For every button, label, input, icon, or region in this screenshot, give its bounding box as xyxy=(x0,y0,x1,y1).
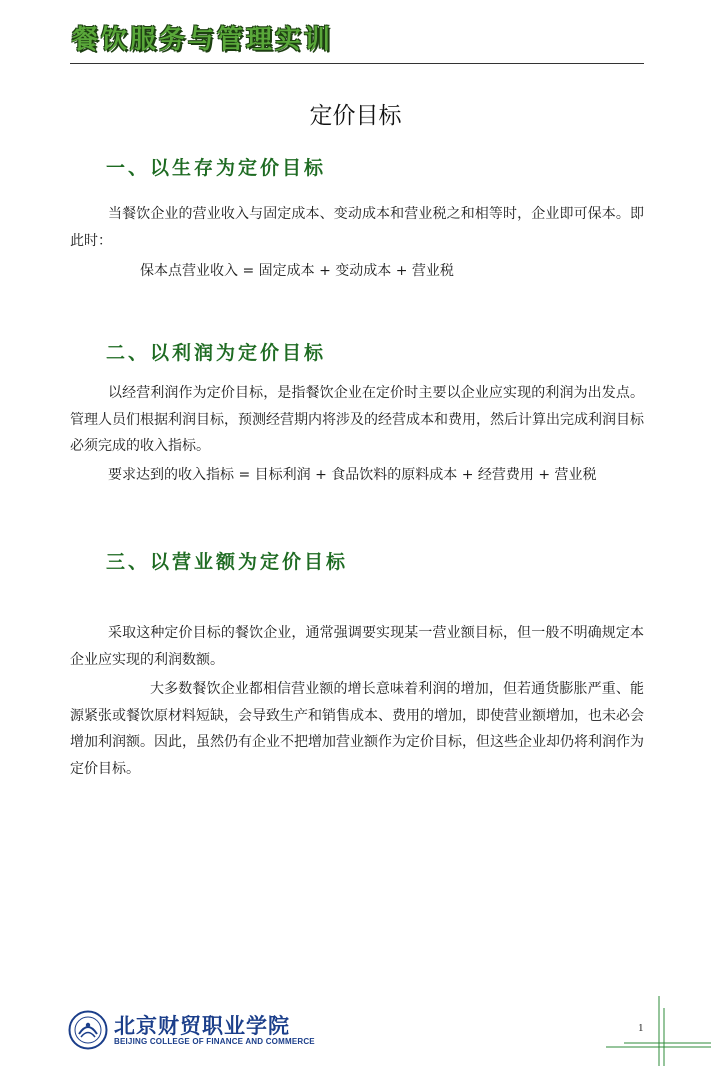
section-2-paragraph-1: 以经营利润作为定价目标，是指餐饮企业在定价时主要以企业应实现的利润为出发点。管理人员们根据利润目标，预测经营期内将涉及的经营成本和费用，然后计算出完成利润目标必须完成的收入指标。 xyxy=(70,385,644,454)
section-1-formula: 保本点营业收入 = 固定成本 + 变动成本 + 营业税 xyxy=(140,263,454,279)
header-title: 餐饮服务与管理实训 xyxy=(72,25,334,55)
college-emblem-icon xyxy=(68,1010,108,1050)
header-divider xyxy=(70,63,644,64)
section-2-paragraph-2: 要求达到的收入指标 = 目标利润 + 食品饮料的原料成本 + 经营费用 + 营业税 xyxy=(108,467,597,483)
page-number: 1 xyxy=(638,1022,644,1034)
corner-decoration xyxy=(600,992,711,1066)
section-heading-1: 一、以生存为定价目标 xyxy=(106,157,327,179)
college-name-en: BEIJING COLLEGE OF FINANCE AND COMMERCE xyxy=(114,1037,315,1046)
page-title: 定价目标 xyxy=(309,103,402,129)
section-1-paragraph-1: 当餐饮企业的营业收入与固定成本、变动成本和营业税之和相等时，企业即可保本。即此时： xyxy=(70,206,644,249)
college-name-cn: 北京财贸职业学院 xyxy=(114,1014,290,1038)
section-3-paragraph-2: 大多数餐饮企业都相信营业额的增长意味着利润的增加，但若通货膨胀严重、能源紧张或餐饮原材料短缺，会导致生产和销售成本、费用的增加，即使营业额增加，也未必会增加利润额。因此，虽然仍有企业不把增加营业额作为定价目标，但这些企业却仍将利润作为定价目标。 xyxy=(70,681,644,777)
section-heading-3: 三、以营业额为定价目标 xyxy=(106,551,349,573)
section-3-paragraph-1: 采取这种定价目标的餐饮企业，通常强调要实现某一营业额目标，但一般不明确规定本企业应实现的利润数额。 xyxy=(70,625,644,668)
college-logo xyxy=(68,1010,315,1050)
section-heading-2: 二、以利润为定价目标 xyxy=(106,342,327,364)
